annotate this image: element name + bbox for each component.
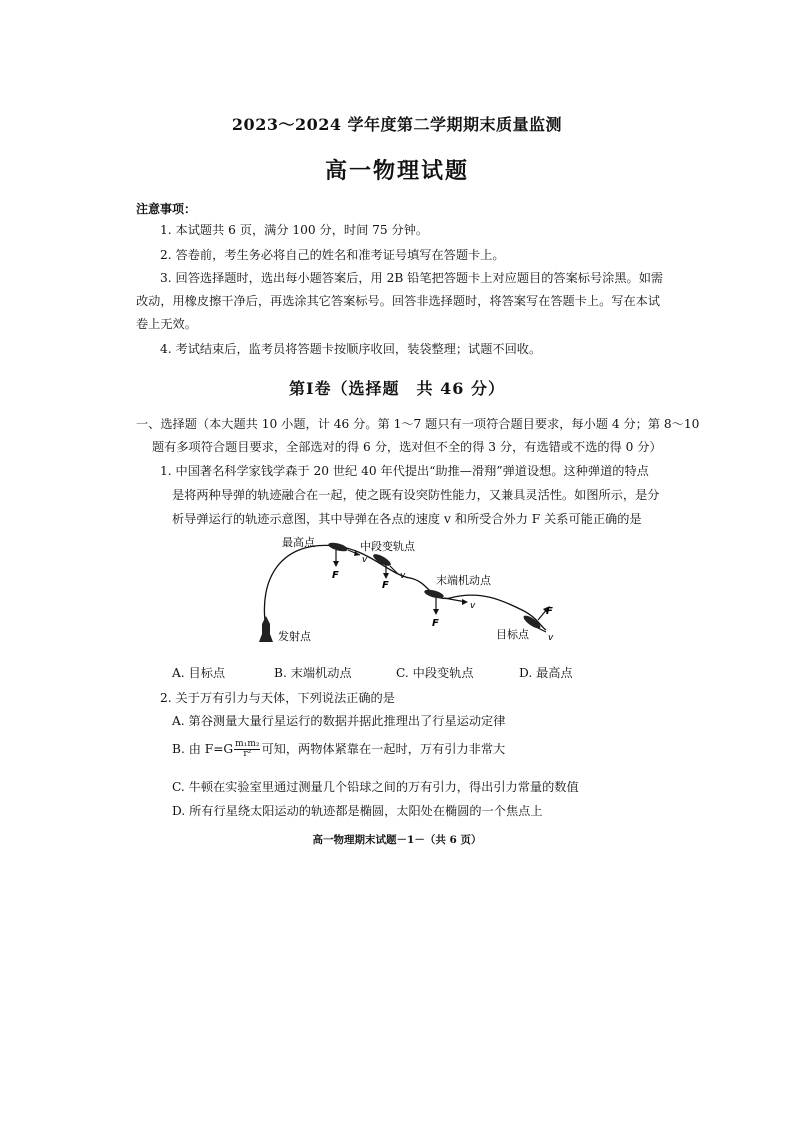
force-label-top: F bbox=[332, 570, 339, 581]
force-arrowhead-end bbox=[433, 609, 439, 615]
trajectory-figure bbox=[240, 530, 580, 650]
missile-top-icon bbox=[327, 541, 348, 553]
label-launch-point: 发射点 bbox=[278, 630, 311, 643]
label-mid-point: 中段变轨点 bbox=[360, 540, 415, 553]
q1-stem-line-1: 1. 中国著名科学家钱学森于 20 世纪 40 年代提出“助推—滑翔”弹道设想。这种弹道的特点 bbox=[160, 464, 649, 478]
velocity-label-end: v bbox=[470, 601, 476, 611]
velocity-label-mid: v bbox=[400, 571, 406, 581]
part1-instructions-line-2: 题有多项符合题目要求，全部选对的得 6 分，选对但不全的得 3 分，有选错或不选的得 0 分） bbox=[152, 440, 662, 454]
section-title: 第Ⅰ卷（选择题 共 46 分） bbox=[289, 379, 505, 398]
q2-option-a: A. 第谷测量大量行星运行的数据并据此推理出了行星运动定律 bbox=[172, 714, 506, 728]
notice-item-1: 1. 本试题共 6 页，满分 100 分，时间 75 分钟。 bbox=[160, 223, 429, 237]
q1-stem-line-2: 是将两种导弹的轨迹融合在一起，使之既有设突防性能力，又兼具灵活性。如图所示，是分 bbox=[172, 488, 660, 502]
q2-option-b bbox=[172, 740, 505, 759]
q1-stem-line-3: 析导弹运行的轨迹示意图，其中导弹在各点的速度 v 和所受合外力 F 关系可能正确的是 bbox=[172, 512, 642, 526]
notice-heading: 注意事项： bbox=[136, 202, 197, 216]
launch-rocket-icon bbox=[259, 616, 273, 642]
force-label-mid: F bbox=[382, 580, 389, 591]
q1-option-d: D. 最高点 bbox=[519, 666, 573, 680]
q2-option-b-suffix: 可知，两物体紧靠在一起时，万有引力非常大 bbox=[261, 742, 506, 756]
notice-item-2: 2. 答卷前，考生务必将自己的姓名和准考证号填写在答题卡上。 bbox=[160, 248, 505, 262]
page-footer: 高一物理期末试题－1－（共 6 页） bbox=[312, 834, 482, 846]
label-end-point: 末端机动点 bbox=[436, 574, 491, 587]
fraction-numerator: m₁m₂ bbox=[235, 739, 260, 749]
label-top-point: 最高点 bbox=[282, 536, 315, 549]
force-arrowhead-top bbox=[333, 561, 339, 567]
q2-option-d: D. 所有行星绕太阳运动的轨迹都是椭圆，太阳处在椭圆的一个焦点上 bbox=[172, 804, 543, 818]
part1-instructions-line-1: 一、选择题（本大题共 10 小题，计 46 分。第 1～7 题只有一项符合题目要求，每小题 4 分；第 8～10 bbox=[136, 417, 700, 431]
q2-stem: 2. 关于万有引力与天体，下列说法正确的是 bbox=[160, 691, 395, 705]
fraction-denominator: r² bbox=[243, 749, 252, 759]
force-arrowhead-mid bbox=[383, 573, 389, 579]
q1-option-c: C. 中段变轨点 bbox=[396, 666, 474, 680]
velocity-arrowhead-end bbox=[462, 599, 468, 605]
gravitation-fraction bbox=[234, 740, 260, 759]
q2-option-b-prefix: B. 由 F=G bbox=[172, 742, 234, 756]
notice-item-3-line-3: 卷上无效。 bbox=[136, 317, 197, 331]
trajectory-curve bbox=[264, 545, 546, 630]
force-label-target: F bbox=[546, 606, 553, 617]
exam-subject-title: 高一物理试题 bbox=[324, 158, 469, 184]
exam-header-title: 2023～2024 学年度第二学期期末质量监测 bbox=[231, 115, 563, 134]
notice-item-4: 4. 考试结束后，监考员将答题卡按顺序收回，装袋整理；试题不回收。 bbox=[160, 342, 542, 356]
label-target-point: 目标点 bbox=[496, 628, 529, 641]
velocity-label-target: v bbox=[548, 633, 554, 643]
notice-item-3-line-1: 3. 回答选择题时，选出每小题答案后，用 2B 铅笔把答题卡上对应题目的答案标号涂黑。如需 bbox=[160, 271, 664, 285]
q2-option-c: C. 牛顿在实验室里通过测量几个铅球之间的万有引力，得出引力常量的数值 bbox=[172, 780, 579, 794]
force-label-end: F bbox=[432, 618, 439, 629]
q1-option-a: A. 目标点 bbox=[172, 666, 226, 680]
notice-item-3-line-2: 改动，用橡皮擦干净后，再选涂其它答案标号。回答非选择题时，将答案写在答题卡上。写在本试 bbox=[136, 294, 661, 308]
q1-option-b: B. 末端机动点 bbox=[274, 666, 352, 680]
velocity-label-top: v bbox=[362, 555, 368, 565]
